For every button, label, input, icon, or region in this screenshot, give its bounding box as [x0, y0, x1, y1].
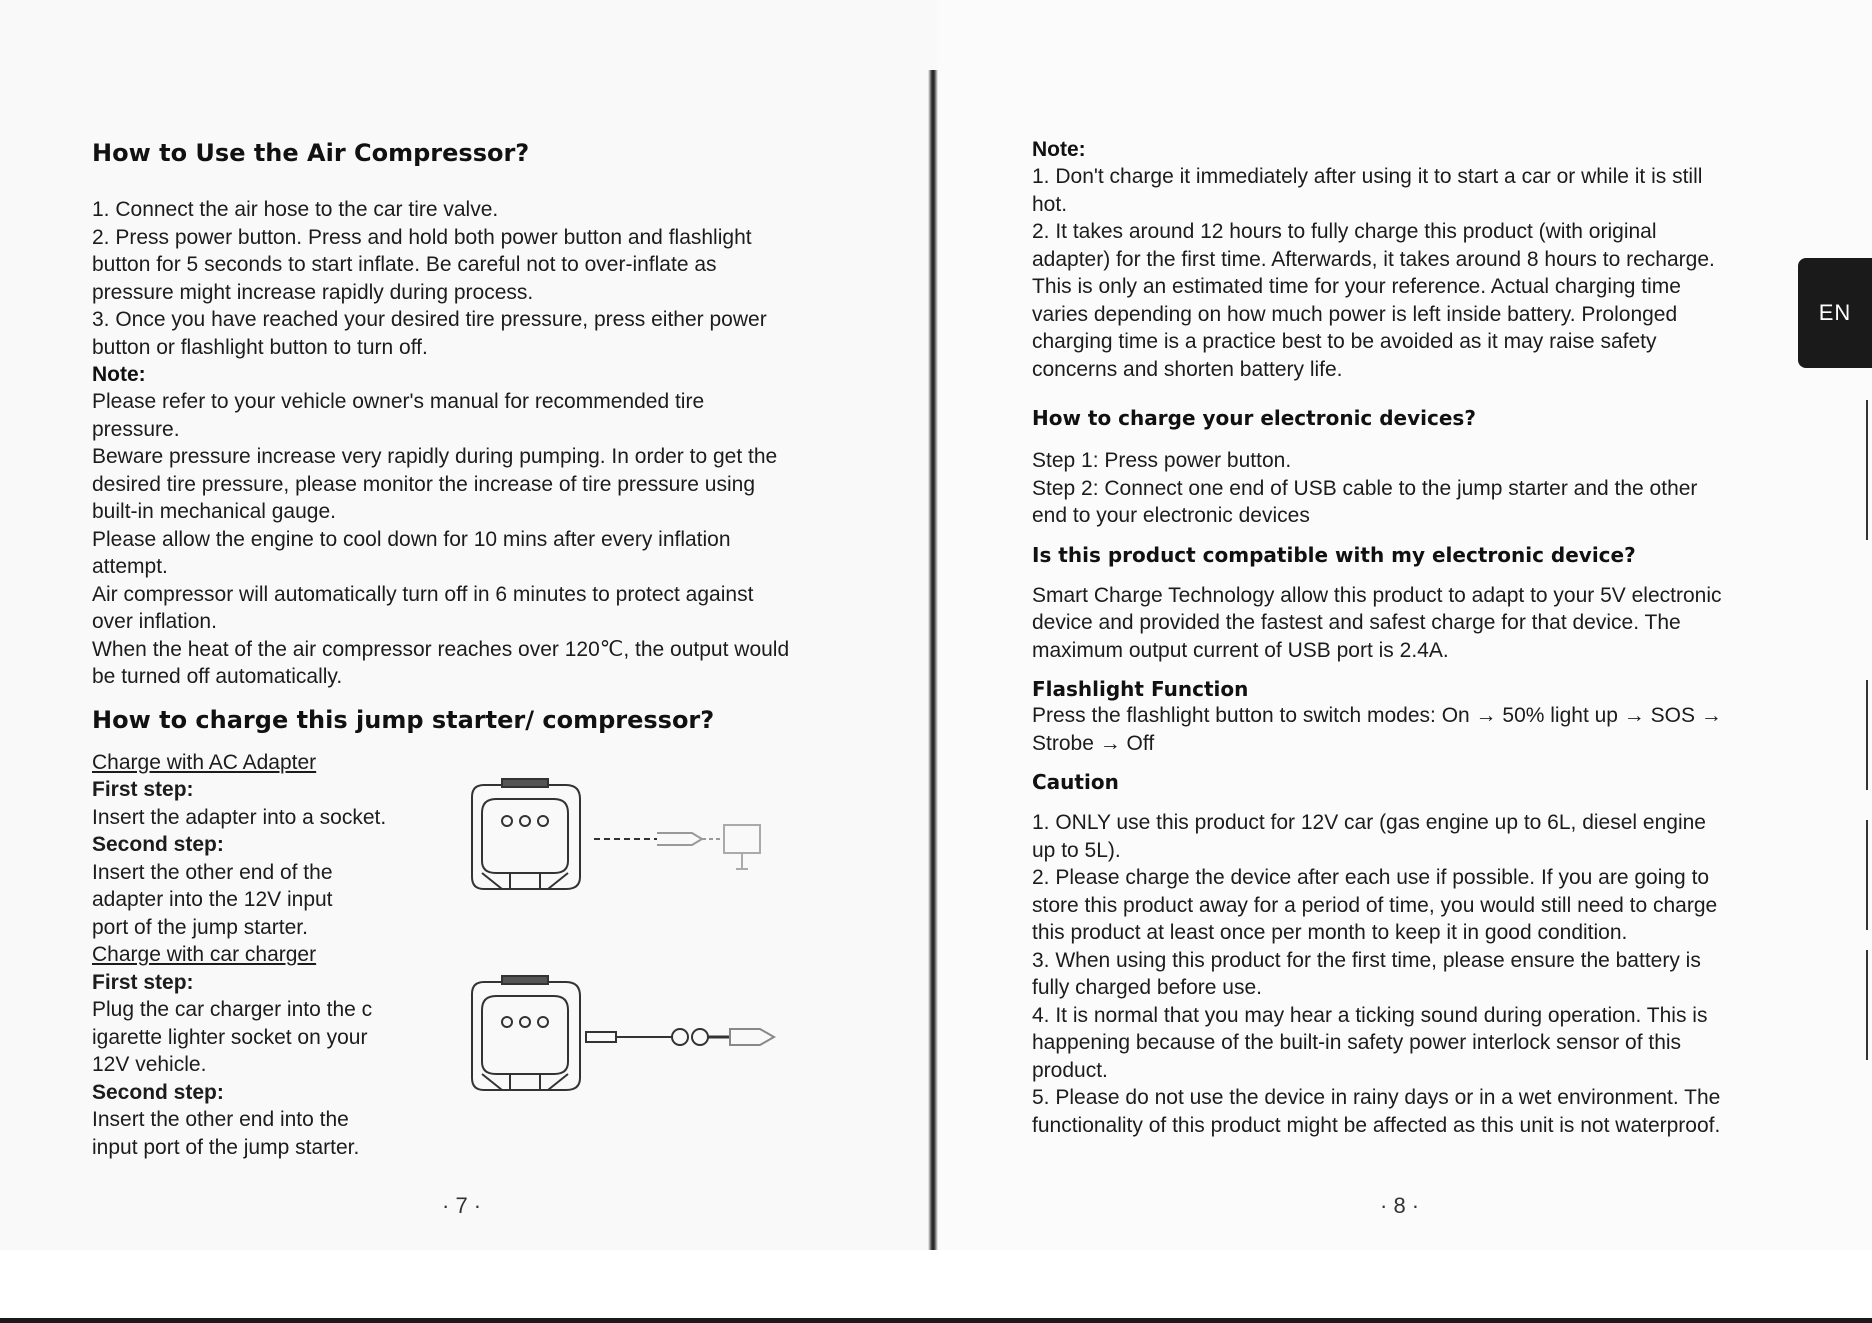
car-second-step-line: input port of the jump starter.	[92, 1135, 360, 1159]
language-tab-label: EN	[1818, 300, 1852, 325]
flashlight-text	[1032, 702, 1782, 757]
step-line: 2. Press power button. Press and hold both power button and flashlight	[92, 225, 752, 249]
car-charger-illustration	[462, 974, 862, 1099]
charge-instructions	[92, 749, 837, 1162]
page-edge-mark	[1866, 400, 1868, 540]
ac-second-step-label: Second step:	[92, 833, 224, 856]
note-line: attempt.	[92, 555, 168, 578]
car-charger-title: Charge with car charger	[92, 943, 317, 966]
caution-list	[1032, 809, 1782, 1139]
caution-line: happening because of the built-in safety power interlock sensor of this	[1032, 1031, 1682, 1054]
flash-line: Strobe → Off	[1032, 731, 1155, 755]
note-line: charging time is a practice best to be avoided as it may raise safety	[1032, 330, 1657, 353]
page-edge-mark	[1866, 820, 1868, 930]
step-line: button or flashlight button to turn off.	[92, 335, 428, 359]
flash-line: Press the flashlight button to switch modes: On → 50% light up → SOS →	[1032, 704, 1722, 727]
ac-adapter-title: Charge with AC Adapter	[92, 750, 317, 774]
compatibility-text	[1032, 582, 1782, 665]
heading-charge-devices: How to charge your electronic devices?	[1032, 406, 1476, 430]
note-line: Please allow the engine to cool down for 10 mins after every inflation	[92, 527, 731, 551]
car-second-step-line: Insert the other end into the	[92, 1108, 349, 1131]
car-first-step-line: igarette lighter socket on your	[92, 1025, 368, 1049]
ac-second-step-line: Insert the other end of the	[92, 860, 333, 884]
note-line: built-in mechanical gauge.	[92, 500, 336, 523]
note-line: adapter) for the first time. Afterwards, it takes around 8 hours to recharge.	[1032, 247, 1715, 271]
note-line: varies depending on how much power is left inside battery. Prolonged	[1032, 302, 1678, 326]
device-step-line: Step 1: Press power button.	[1032, 449, 1292, 472]
caution-line: store this product away for a period of time, you would still need to charge	[1032, 893, 1718, 917]
car-second-step-label: Second step:	[92, 1080, 224, 1104]
charging-notes	[1032, 163, 1782, 383]
caution-line: 2. Please charge the device after each use if possible. If you are going to	[1032, 866, 1710, 889]
step-line: button for 5 seconds to start inflate. Be careful not to over-inflate as	[92, 253, 717, 276]
compat-line: device and provided the fastest and safest charge for that device. The	[1032, 611, 1681, 634]
note-line: concerns and shorten battery life.	[1032, 357, 1343, 381]
caution-line: 1. ONLY use this product for 12V car (gas engine up to 6L, diesel engine	[1032, 811, 1706, 834]
ac-adapter-illustration	[462, 777, 862, 897]
note-line: hot.	[1032, 192, 1068, 216]
note-line: Air compressor will automatically turn off in 6 minutes to protect against	[92, 582, 754, 606]
note-line: This is only an estimated time for your reference. Actual charging time	[1032, 275, 1681, 298]
caution-line: functionality of this product might be affected as this unit is not waterproof.	[1032, 1113, 1721, 1137]
note-lines	[92, 388, 837, 691]
caution-line: product.	[1032, 1058, 1108, 1082]
ac-first-step-text: Insert the adapter into a socket.	[92, 805, 387, 829]
ac-first-step-label: First step:	[92, 778, 194, 801]
scan-edge-line	[0, 1318, 1872, 1323]
car-first-step-line: 12V vehicle.	[92, 1053, 207, 1076]
ac-second-step-line: adapter into the 12V input	[92, 888, 333, 911]
note-line: Beware pressure increase very rapidly during pumping. In order to get the	[92, 445, 778, 468]
scan-margin	[0, 1250, 1872, 1323]
note-line: 2. It takes around 12 hours to fully charge this product (with original	[1032, 220, 1657, 243]
left-column	[92, 138, 837, 1161]
note-line: When the heat of the air compressor reaches over 120℃, the output would	[92, 637, 790, 661]
compat-line: maximum output current of USB port is 2.4A.	[1032, 638, 1449, 662]
step-line: 3. Once you have reached your desired tire pressure, press either power	[92, 308, 767, 331]
caution-line: fully charged before use.	[1032, 976, 1262, 999]
note-label: Note:	[92, 363, 146, 386]
note-line: 1. Don't charge it immediately after using it to start a car or while it is still	[1032, 165, 1703, 188]
page-number-right: · 8 ·	[1380, 1193, 1420, 1218]
step-line: 1. Connect the air hose to the car tire valve.	[92, 198, 499, 221]
note-line: desired tire pressure, please monitor the increase of tire pressure using	[92, 472, 755, 496]
note-line: Please refer to your vehicle owner's manual for recommended tire	[92, 390, 705, 413]
usage-steps	[92, 196, 837, 361]
heading-charge-jump-starter: How to charge this jump starter/ compressor?	[92, 705, 715, 734]
caution-line: 3. When using this product for the first time, please ensure the battery is	[1032, 948, 1701, 972]
heading-caution: Caution	[1032, 770, 1119, 794]
heading-air-compressor: How to Use the Air Compressor?	[92, 139, 530, 167]
note-label-right: Note:	[1032, 138, 1086, 161]
caution-line: up to 5L).	[1032, 838, 1121, 862]
page-number-left: · 7 ·	[442, 1193, 482, 1218]
device-step-line: Step 2: Connect one end of USB cable to the jump starter and the other	[1032, 476, 1698, 500]
device-step-line: end to your electronic devices	[1032, 504, 1310, 527]
caution-line: 5. Please do not use the device in rainy days or in a wet environment. The	[1032, 1086, 1721, 1109]
book-gutter	[928, 70, 938, 1250]
heading-compatibility: Is this product compatible with my electronic device?	[1032, 542, 1636, 567]
language-tab-en	[1798, 258, 1872, 368]
page-edge-mark	[1866, 950, 1868, 1060]
car-first-step-label: First step:	[92, 970, 194, 994]
heading-flashlight: Flashlight Function	[1032, 677, 1249, 701]
note-line: pressure.	[92, 417, 180, 441]
caution-line: 4. It is normal that you may hear a ticking sound during operation. This is	[1032, 1003, 1708, 1027]
device-steps	[1032, 447, 1782, 530]
ac-second-step-line: port of the jump starter.	[92, 915, 308, 939]
page-edge-mark	[1866, 680, 1868, 790]
charge-text	[92, 749, 422, 1162]
note-line: be turned off automatically.	[92, 665, 343, 688]
caution-line: this product at least once per month to keep it in good condition.	[1032, 921, 1628, 944]
right-column	[1032, 136, 1782, 1139]
note-line: over inflation.	[92, 610, 217, 633]
step-line: pressure might increase rapidly during process.	[92, 280, 534, 304]
compat-line: Smart Charge Technology allow this product to adapt to your 5V electronic	[1032, 583, 1722, 607]
car-first-step-line: Plug the car charger into the c	[92, 998, 373, 1021]
